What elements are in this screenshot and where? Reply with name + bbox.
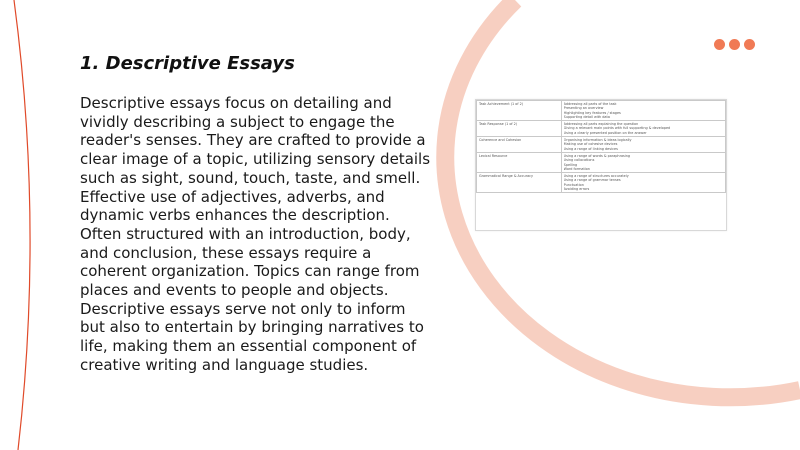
rubric-descriptors [561, 152, 725, 172]
rubric-criterion: Grammatical Range & Accuracy [477, 173, 562, 193]
rubric-criterion: Task Achievement (1 of 2) [477, 101, 562, 121]
dot-icon [714, 39, 725, 50]
rubric-descriptor-line: Using a clearly presented position on the answer [563, 130, 647, 135]
rubric-descriptor-line: Organising information & ideas logically [563, 138, 632, 143]
rubric-row [477, 121, 726, 137]
rubric-descriptors [561, 137, 725, 153]
decorative-left-line [14, 0, 30, 450]
rubric-row [477, 137, 726, 153]
rubric-criterion: Task Response (1 of 2) [477, 121, 562, 137]
rubric-descriptors [561, 101, 725, 121]
rubric-criterion: Coherence and Cohesion [477, 137, 562, 153]
rubric-descriptor-line: Making use of cohesive devices [563, 142, 618, 147]
rubric-descriptors [561, 173, 725, 193]
rubric-descriptor-line: Punctuation [563, 182, 584, 187]
rubric-descriptor-line: Using a range of words & paraphrasing [563, 153, 631, 158]
rubric-row [477, 101, 726, 121]
rubric-descriptor-line: Supporting detail with data [563, 114, 610, 119]
rubric-criterion: Lexical Resource [477, 152, 562, 172]
rubric-descriptor-line: Word formation [563, 166, 590, 171]
rubric-descriptor-line: Addressing all parts of the task [563, 102, 617, 106]
rubric-descriptor-line: Spelling [563, 162, 578, 167]
rubric-row [477, 152, 726, 172]
rubric-descriptor-line: Addressing all parts explaining the question [563, 122, 639, 127]
rubric-descriptor-line: Giving a relevant main points with full supporting & developed [563, 126, 671, 131]
dots-decoration [714, 39, 755, 50]
rubric-descriptor-line: Avoiding errors [563, 187, 590, 192]
rubric-row [477, 173, 726, 193]
rubric-descriptors [561, 121, 725, 137]
rubric-descriptor-line: Highlighting key features / stages [563, 110, 621, 115]
section-heading: 1. Descriptive Essays [80, 53, 295, 74]
rubric-descriptor-line: Using collocations [563, 158, 595, 163]
rubric-descriptor-line: Using a range of structures accurately [563, 174, 629, 179]
rubric-descriptor-line: Using a range of linking devices [563, 146, 618, 151]
dot-icon [744, 39, 755, 50]
rubric-table [476, 100, 726, 193]
rubric-descriptor-line: Presenting an overview [563, 106, 604, 111]
dot-icon [729, 39, 740, 50]
body-paragraph: Descriptive essays focus on detailing and vividly describing a subject to engage the reader's senses. They are crafted to provide a clear image of a topic, utilizing sensory details such as sight, sound, touch, taste, and smell. Effective use of adjectives, adverbs, and dynamic verbs enhances the description. Often structured with an introduction, body, and conclusion, these essays require a coherent organization. Topics can range from places and events to people and objects. Descriptive essays serve not only to inform but also to entertain by bringing narratives to life, making them an essential component of creative writing and language studies. [80, 94, 431, 374]
rubric-descriptor-line: Using a range of grammar tenses [563, 178, 621, 183]
rubric-table-image [475, 99, 727, 231]
